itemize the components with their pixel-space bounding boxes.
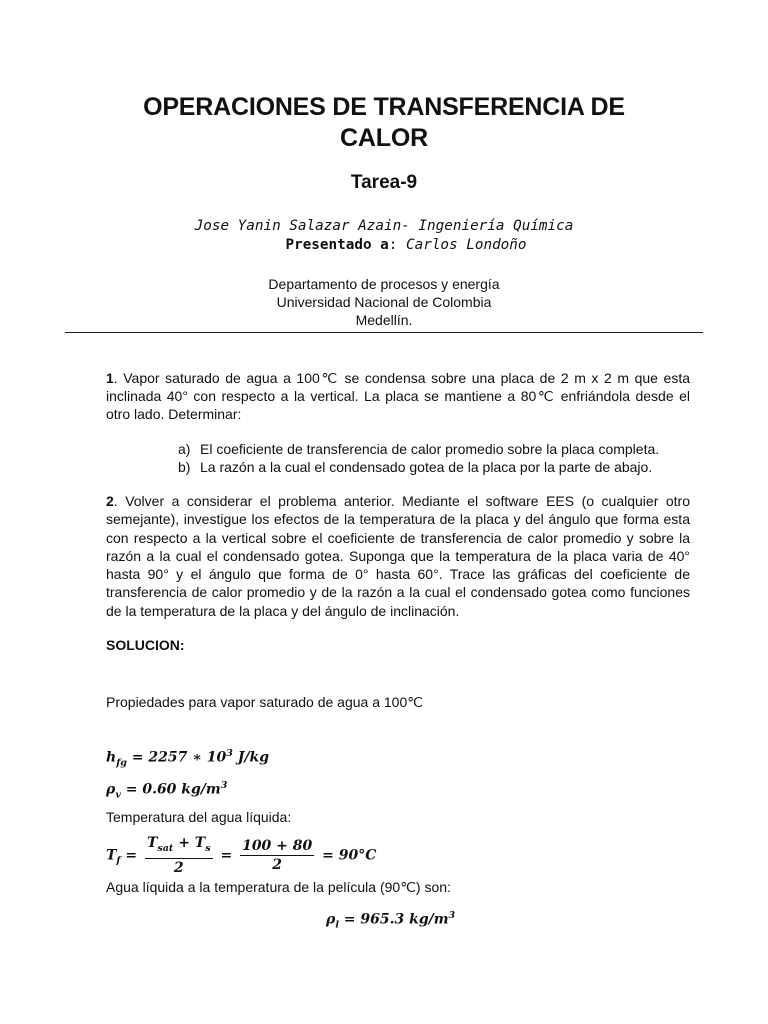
- liquid-temperature-label: Temperatura del agua líquida:: [106, 809, 292, 825]
- problem-2-statement: 2. Volver a considerar el problema anterior. Mediante el software EES (o cualquier otro semejante), investigue los efectos de la temperatura de la placa y del ángulo que forma esta con respecto a la vertical sobre el coeficiente de transferencia de calor promedio y sobre la razón a la cual el condensado gotea. Suponga que la temperatura de la placa varia de 40° hasta 90° y el ángulo que forma de 0° hasta 60°. Trace las gráficas del coeficiente de transferencia de calor promedio y de la razón a la cual el condensado gotea como funciones de la temperatura de la placa y del ángulo de inclinación.: [106, 493, 690, 619]
- presented-to-line: Presentado a: Carlos Londoño: [285, 237, 527, 253]
- affiliation-block: Departamento de procesos y energía Universidad Nacional de Colombia Medellín.: [268, 276, 500, 328]
- list-item: a) El coeficiente de transferencia de calor promedio sobre la placa completa.: [178, 441, 660, 457]
- document-title: OPERACIONES DE TRANSFERENCIA DE CALOR: [143, 93, 625, 152]
- problem-1-list: [178, 440, 718, 476]
- solution-heading: SOLUCION:: [106, 637, 185, 653]
- equation-rho-liquid: $\rho_l = 965.3$ $kg/m^3$: [326, 910, 456, 931]
- problem-1-statement: 1. Vapor saturado de agua a 100℃ se condensa sobre una placa de 2 m x 2 m que esta inclinada 40° con respecto a la vertical. La placa se mantiene a 80℃ enfriándola desde el otro lado. Determinar:: [106, 370, 690, 422]
- fraction-tsat-ts: $\frac{T_{sat} + T_s}{2}$: [147, 835, 211, 876]
- equation-hfg: $h_{fg} = 2257$ ∗ $10^3$ J/kg: [106, 748, 270, 769]
- equation-film-temperature: $T_f$ = $\frac{T_{sat} + T_s}{2}$ = $\frac{100 + 80}{2}$ = 90°C: [106, 835, 377, 876]
- properties-intro: Propiedades para vapor saturado de agua a 100℃: [106, 694, 423, 710]
- header-divider: [65, 332, 703, 333]
- author-line: Jose Yanin Salazar Azain- Ingeniería Química: [194, 218, 574, 234]
- list-item: b) La razón a la cual el condensado gotea de la placa por la parte de abajo.: [178, 459, 653, 475]
- film-temperature-label: Agua líquida a la temperatura de la película (90℃) son:: [106, 879, 451, 895]
- fraction-values: $\frac{100 + 80}{2}$: [242, 837, 313, 873]
- assignment-title: Tarea-9: [350, 172, 418, 193]
- equation-rho-vapor: $\rho_v = 0.60$ $kg/m^3$: [106, 780, 228, 801]
